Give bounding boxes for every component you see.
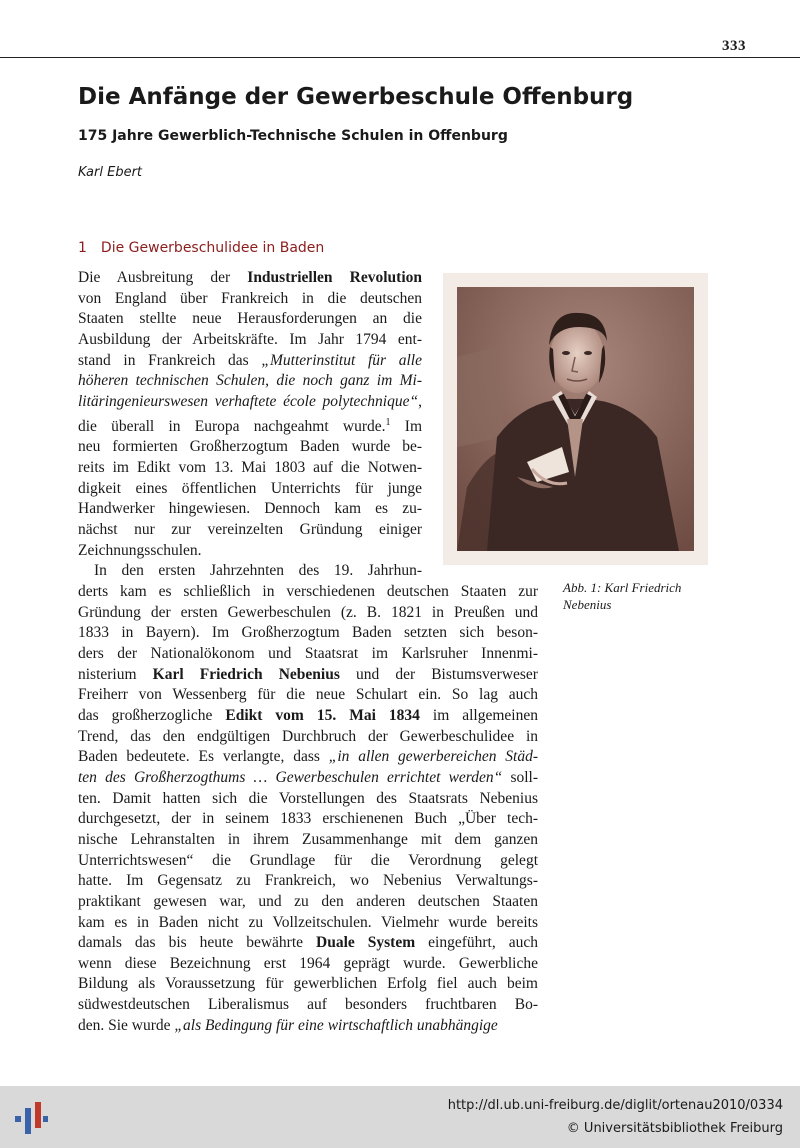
portrait-figure	[443, 273, 708, 565]
text-run: eingeführt, auch	[415, 934, 538, 952]
text-run: damals das bis heute bewährte	[78, 934, 317, 952]
text-line	[78, 392, 422, 413]
text-run: nächst nur zur vereinzelten Gründung einiger	[78, 521, 422, 539]
text-line	[78, 747, 538, 768]
footer-bar	[0, 1086, 800, 1148]
text-run: soll-	[502, 768, 538, 786]
text-run: Gründung der ersten Gewerbeschulen (z. B. 1821 in Preußen und	[78, 603, 538, 621]
text-line	[78, 479, 422, 500]
text-run: digkeit eines öffentlichen Unterrichts für junge	[78, 479, 422, 497]
paragraph-2	[78, 561, 538, 1036]
text-run: Trend, das den endgültigen Durchbruch der Gewerbeschulidee in	[78, 727, 538, 745]
text-run: Handwerker hingewiesen. Dennoch kam es zu-	[78, 500, 422, 518]
text-run: und der Bistumsverweser	[339, 665, 538, 683]
text-run: wenn diese Bezeichnung erst 1964 geprägt wurde. Gewerbliche	[78, 954, 538, 972]
text-line	[78, 541, 422, 562]
text-run: im allgemeinen	[419, 706, 538, 724]
text-run: Edikt vom 15. Mai 1834	[225, 706, 420, 724]
text-run: stand in Frankreich das	[78, 351, 262, 369]
text-run: Karl Friedrich Nebenius	[152, 665, 340, 683]
text-line	[78, 644, 538, 665]
text-line	[78, 685, 538, 706]
text-line	[78, 437, 422, 458]
page-number: 333	[722, 38, 746, 54]
text-run: Ausbildung der Arbeitskräfte. Im Jahr 1794 ent-	[78, 330, 422, 348]
header-rule	[0, 57, 800, 58]
text-run: Bildung als Voraussetzung für gewerblichen Erfolg fiel auch beim	[78, 975, 538, 993]
article-author: Karl Ebert	[78, 165, 143, 180]
text-line	[78, 892, 538, 913]
text-run: neu formierten Großherzogtum Baden wurde be-	[78, 438, 422, 456]
text-line	[78, 499, 422, 520]
portrait-image	[457, 287, 694, 551]
text-run: ten des Großherzogthums … Gewerbeschulen errichtet werden“	[78, 768, 503, 786]
text-line	[78, 706, 538, 727]
text-line	[78, 665, 538, 686]
text-run: südwestdeutschen Liberalismus auf besonders fruchtbaren Bo-	[78, 996, 538, 1014]
text-run: den. Sie wurde	[78, 1016, 175, 1034]
text-run: ten. Damit hatten sich die Vorstellungen des Staatsrats Nebenius	[78, 789, 538, 807]
text-line	[78, 623, 538, 644]
section-title: Die Gewerbeschulidee in Baden	[100, 240, 325, 256]
text-run: hatte. Im Gegensatz zu Frankreich, wo Nebenius Verwaltungs-	[78, 872, 538, 890]
text-run: von England über Frankreich in die deutschen	[78, 289, 422, 307]
text-line	[78, 954, 538, 975]
text-run: „Mutterinstitut für alle	[261, 351, 422, 369]
text-line	[78, 851, 538, 872]
text-run: In den ersten Jahrzehnten des 19. Jahrhun-	[94, 562, 422, 580]
library-logo-icon	[13, 1100, 49, 1136]
copyright-text: © Universitätsbibliothek Freiburg	[566, 1121, 783, 1136]
text-line	[78, 871, 538, 892]
text-line	[78, 809, 538, 830]
text-run: Unterrichtswesen“ die Grundlage für die Verordnung gelegt	[78, 851, 538, 869]
text-line	[78, 330, 422, 351]
article-title: Die Anfänge der Gewerbeschule Offenburg	[78, 84, 634, 110]
text-run: Baden bedeutete. Es verlangte, dass	[78, 748, 329, 766]
text-line	[78, 289, 422, 310]
text-line	[78, 789, 538, 810]
text-run: ders der Nationalökonom und Staatsrat im Karlsruher Innenmi-	[78, 644, 538, 662]
text-run: höheren technischen Schulen, die noch ganz im Mi-	[78, 372, 422, 390]
section-number: 1	[78, 240, 87, 256]
text-line	[78, 371, 422, 392]
text-line	[78, 933, 538, 954]
text-line	[78, 995, 538, 1016]
text-line	[78, 413, 422, 438]
text-line	[78, 1016, 538, 1037]
text-line	[78, 727, 538, 748]
text-run: Staaten stellte neue Herausforderungen an die	[78, 310, 422, 328]
text-run: praktikant gewesen war, und zu den anderen deutschen Staaten	[78, 892, 538, 910]
text-run: „als Bedingung für eine wirtschaftlich unabhängige	[174, 1016, 498, 1034]
text-run: die überall in Europa nachgeahmt wurde.	[78, 417, 386, 435]
text-line	[78, 309, 422, 330]
text-run: reits im Edikt vom 13. Mai 1803 auf die Notwen-	[78, 459, 422, 477]
text-line	[78, 913, 538, 934]
text-run: nisterium	[78, 665, 153, 683]
text-run: Industriellen Revolution	[247, 269, 422, 286]
figure-caption: Abb. 1: Karl Friedrich Nebenius	[563, 580, 682, 612]
text-run: Freiherr von Wessenberg für die neue Schulart ein. So lag auch	[78, 686, 538, 704]
text-run: nische Lehranstalten in ihrem Zusammenhange mit dem ganzen	[78, 830, 538, 848]
text-run: das großherzogliche	[78, 706, 226, 724]
section-heading	[78, 240, 324, 256]
text-line	[78, 603, 538, 624]
text-run: litäringenieurswesen verhaftete école polytechnique“	[78, 392, 419, 410]
text-line	[78, 351, 422, 372]
text-run: durchgesetzt, der in seinem 1833 erschienenen Buch „Über tech-	[78, 810, 538, 828]
text-line	[78, 830, 538, 851]
text-line	[78, 974, 538, 995]
text-run: Im	[390, 417, 422, 435]
text-run: „in allen gewerbereichen Städ-	[328, 748, 538, 766]
source-url-link[interactable]: http://dl.ub.uni-freiburg.de/diglit/ortenau2010/0334	[447, 1098, 783, 1113]
text-run: kam es in Baden nicht zu Vollzeitschulen. Vielmehr wurde bereits	[78, 913, 538, 931]
text-line	[78, 268, 422, 289]
text-line	[78, 768, 538, 789]
text-run: Zeichnungsschulen.	[78, 541, 202, 559]
text-run: 1833 in Bayern). Im Großherzogtum Baden setzten sich beson-	[78, 624, 538, 642]
text-run: Duale System	[316, 934, 416, 952]
text-line	[78, 582, 538, 603]
text-line	[78, 561, 422, 582]
text-line	[78, 520, 422, 541]
article-subtitle: 175 Jahre Gewerblich-Technische Schulen in Offenburg	[78, 128, 508, 144]
text-run: Die Ausbreitung der	[78, 269, 248, 286]
text-run: ,	[418, 392, 422, 410]
text-run: 1	[385, 416, 391, 428]
text-run: derts kam es schließlich in verschiedenen deutschen Staaten zur	[78, 583, 538, 600]
text-line	[78, 458, 422, 479]
